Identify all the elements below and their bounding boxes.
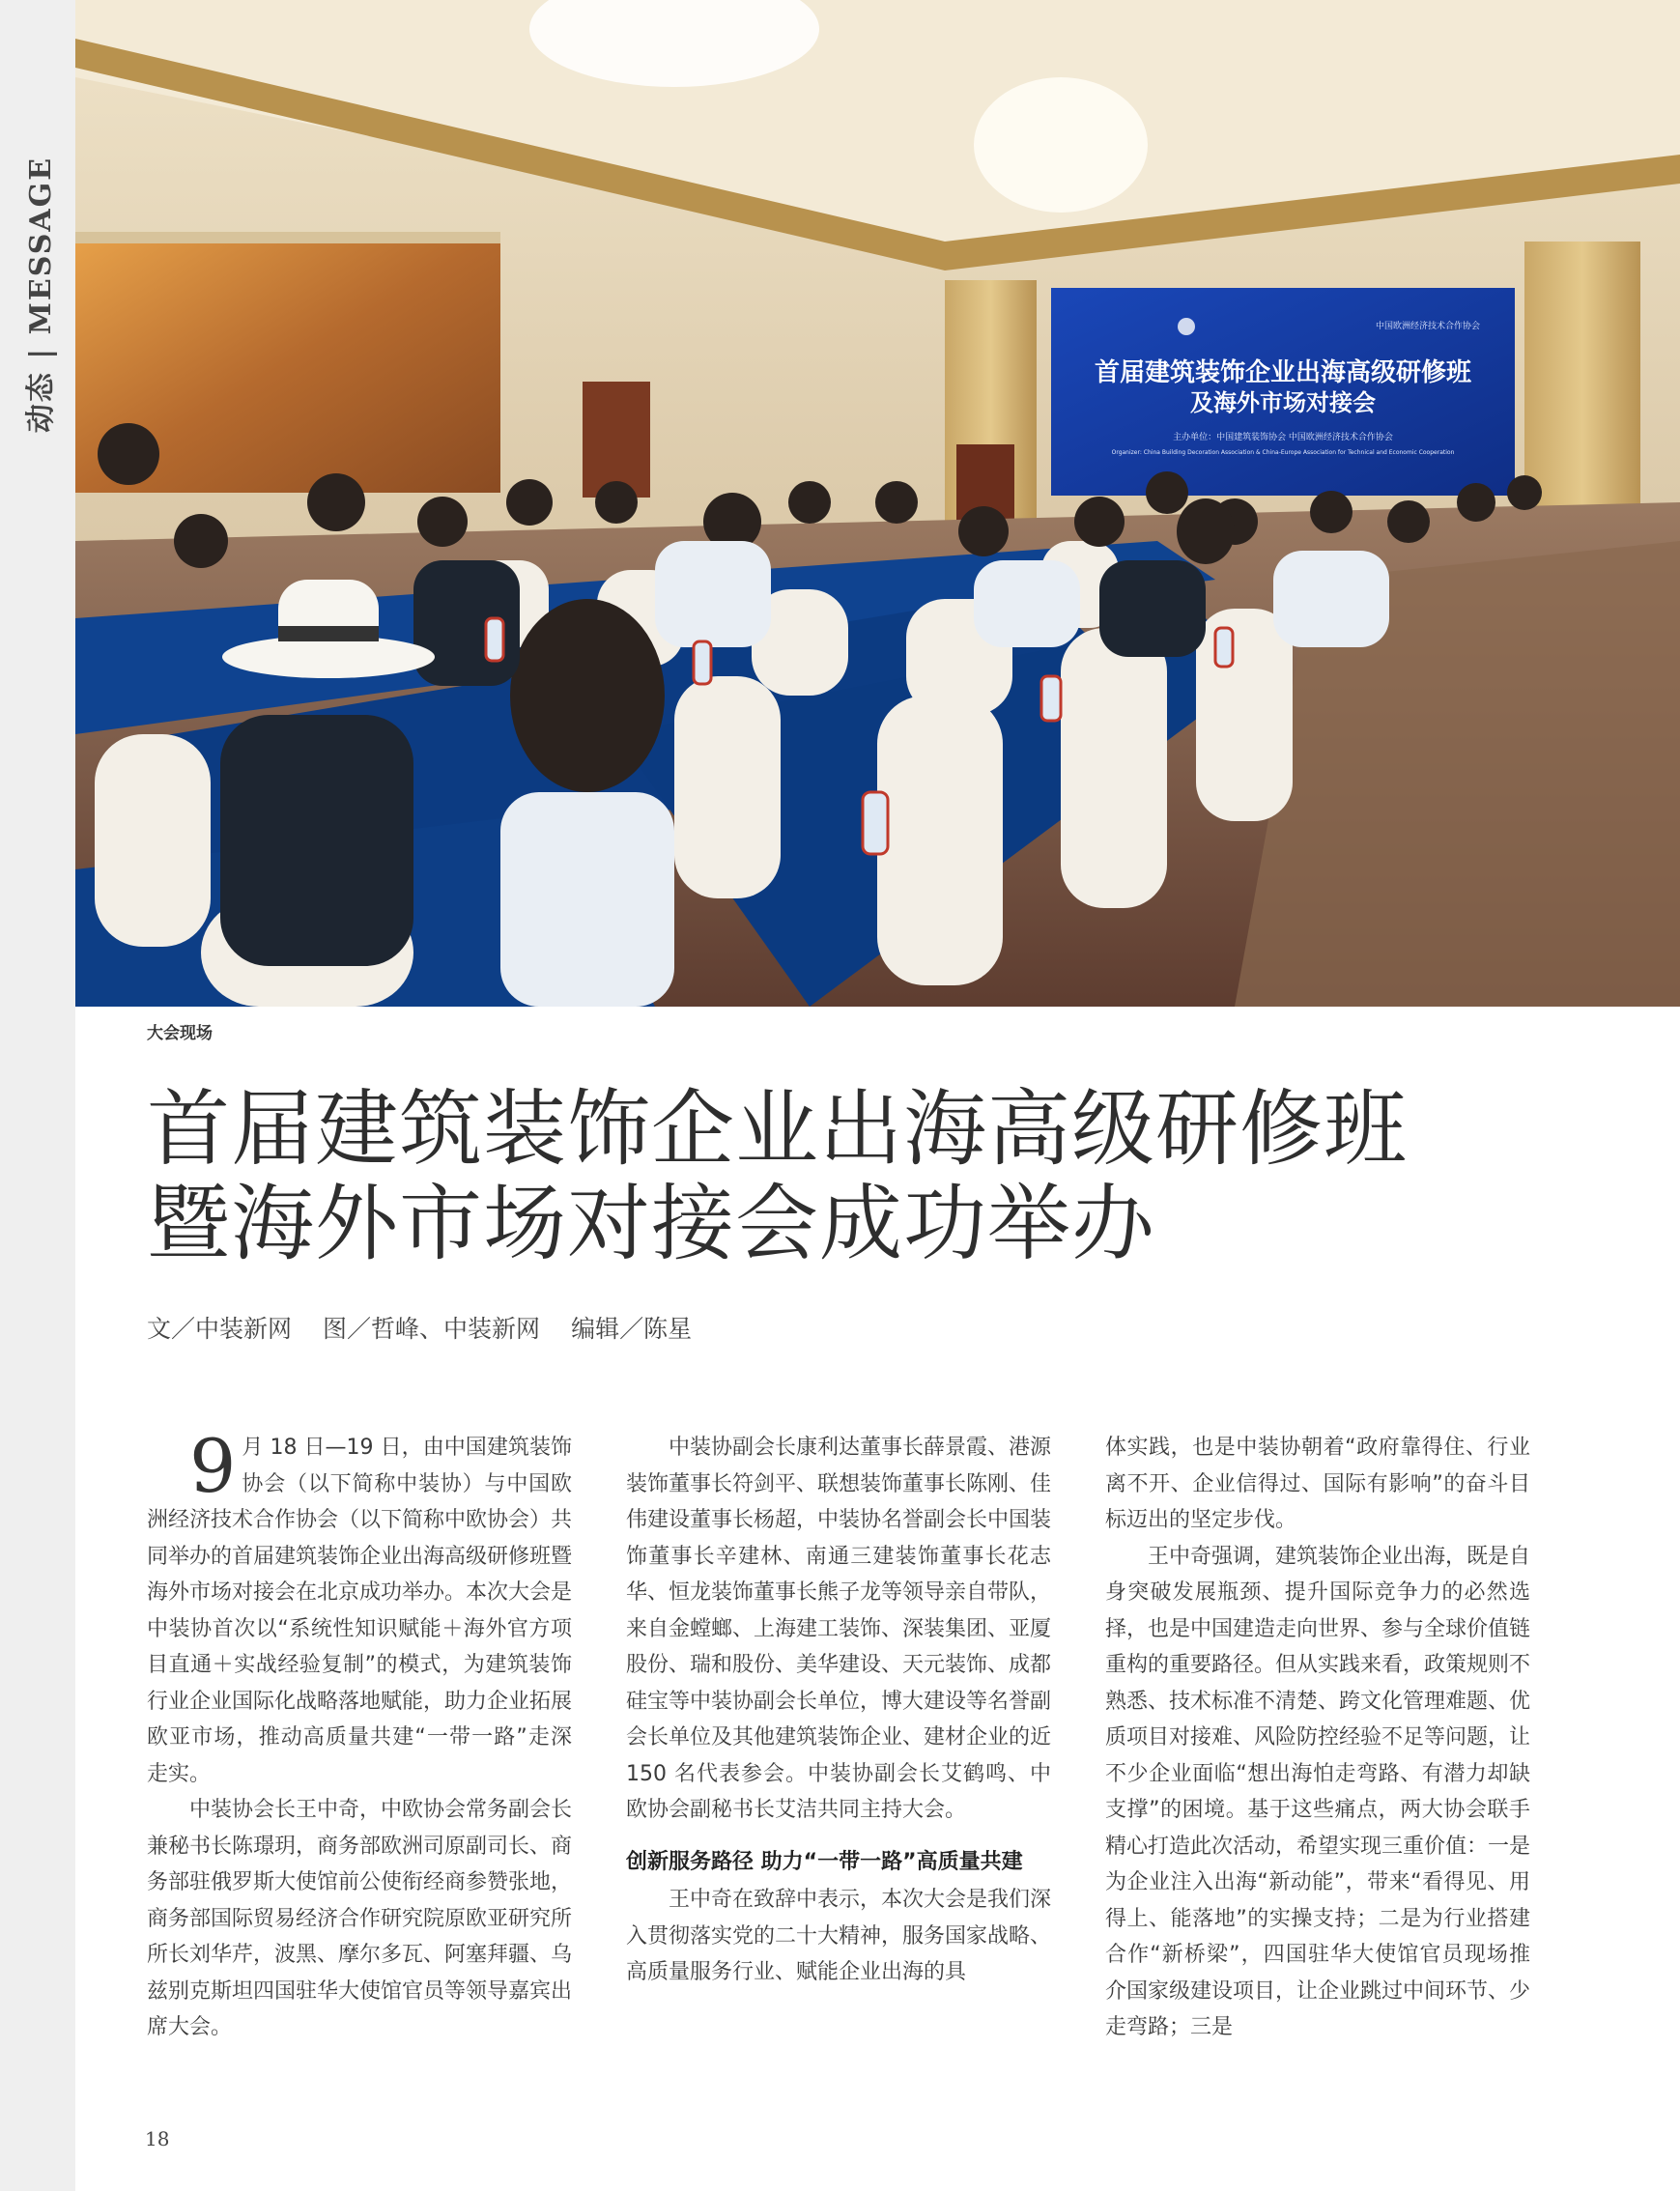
screen-logo-right: 中国欧洲经济技术合作协会	[1375, 322, 1481, 331]
page-number: 18	[145, 2127, 170, 2150]
association-logo-icon	[1178, 318, 1195, 335]
screen-org-en: Organizer: China Building Decoration Association & China-Europe Association for Technical and Economic Cooperation	[1111, 449, 1455, 456]
article-title-line1: 首届建筑装饰企业出海高级研修班	[147, 1081, 1408, 1178]
drop-cap: 9	[189, 1423, 237, 1509]
byline-text-author: 中装新网	[195, 1315, 293, 1343]
article-column-1	[147, 1423, 573, 2046]
paragraph-2: 中装协会长王中奇，中欧协会常务副会长兼秘书长陈璟玥，商务部欧洲司原副司长、商务部驻俄罗斯大使馆前公使衔经商参赞张地，商务部国际贸易经济合作研究院原欧亚研究所所长刘华芹，波黑、摩尔多瓦、阿塞拜疆、乌兹别克斯坦四国驻华大使馆官员等领导嘉宾出席大会。	[147, 1798, 573, 2039]
hero-photo	[75, 0, 1680, 1007]
paragraph-4-continued: 体实践，也是中装协朝着“政府靠得住、行业离不开、企业信得过、国际有影响”的奋斗目标迈出的坚定步伐。	[1105, 1436, 1530, 1532]
photo-caption: 大会现场	[147, 1024, 213, 1043]
paragraph-1	[147, 1423, 573, 1792]
article-column-3	[1105, 1430, 1530, 2046]
paragraph-1-text: 月 18 日—19 日，由中国建筑装饰协会（以下简称中装协）与中国欧洲经济技术合作协会（以下简称中欧协会）共同举办的首届建筑装饰企业出海高级研修班暨海外市场对接会在北京成功举办。本次大会是中装协首次以“系统性知识赋能＋海外官方项目直通＋实战经验复制”的模式，为建筑装饰行业企业国际化战略落地赋能，助力企业拓展欧亚市场，推动高质量共建“一带一路”走深走实。	[147, 1436, 573, 1786]
screen-title-line2: 及海外市场对接会	[1190, 389, 1376, 416]
byline-photo-label: 图／	[323, 1315, 372, 1343]
byline-editor-name: 陈星	[643, 1315, 693, 1343]
article-title-line2: 暨海外市场对接会成功举办	[147, 1176, 1155, 1272]
section-label-text: 动态 | MESSAGE	[24, 156, 58, 434]
article-title	[147, 1082, 1654, 1271]
section-label	[14, 156, 62, 434]
paragraph-5: 王中奇强调，建筑装饰企业出海，既是自身突破发展瓶颈、提升国际竞争力的必然选择，也是中国建造走向世界、参与全球价值链重构的重要路径。但从实践来看，政策规则不熟悉、技术标准不清楚、跨文化管理难题、优质项目对接难、风险防控经验不足等问题，让不少企业面临“想出海怕走弯路、有潜力却缺支撑”的困境。基于这些痛点，两大协会联手精心打造此次活动，希望实现三重价值：一是为企业注入出海“新动能”，带来“看得见、用得上、能落地”的实操支持；二是为行业搭建合作“新桥梁”，四国驻华大使馆官员现场推介国家级建设项目，让企业跳过中间环节、少走弯路；三是	[1105, 1544, 1531, 2039]
byline	[147, 1310, 692, 1345]
article-column-2	[626, 1430, 1051, 1991]
byline-editor-label: 编辑／	[571, 1315, 644, 1343]
byline-photo-author: 哲峰、中装新网	[371, 1315, 541, 1343]
screen-title-line1: 首届建筑装饰企业出海高级研修班	[1094, 358, 1472, 387]
article-subhead: 创新服务路径 助力“一带一路”高质量共建	[626, 1849, 1023, 1874]
screen-org: 主办单位：中国建筑装饰协会 中国欧洲经济技术合作协会	[1173, 433, 1393, 442]
byline-text-label: 文／	[147, 1315, 196, 1343]
paragraph-3: 中装协副会长康利达董事长薛景霞、港源装饰董事长符剑平、联想装饰董事长陈刚、佳伟建设董事长杨超，中装协名誉副会长中国装饰董事长辛建林、南通三建装饰董事长花志华、恒龙装饰董事长熊子龙等领导亲自带队，来自金螳螂、上海建工装饰、深装集团、亚厦股份、瑞和股份、美华建设、天元装饰、成都硅宝等中装协副会长单位，博大建设等名誉副会长单位及其他建筑装饰企业、建材企业的近 150 名代表参会。中装协副会长艾鹤鸣、中欧协会副秘书长艾洁共同主持大会。	[626, 1436, 1052, 1822]
paragraph-4: 王中奇在致辞中表示，本次大会是我们深入贯彻落实党的二十大精神，服务国家战略、高质量服务行业、赋能企业出海的具	[626, 1888, 1052, 1984]
